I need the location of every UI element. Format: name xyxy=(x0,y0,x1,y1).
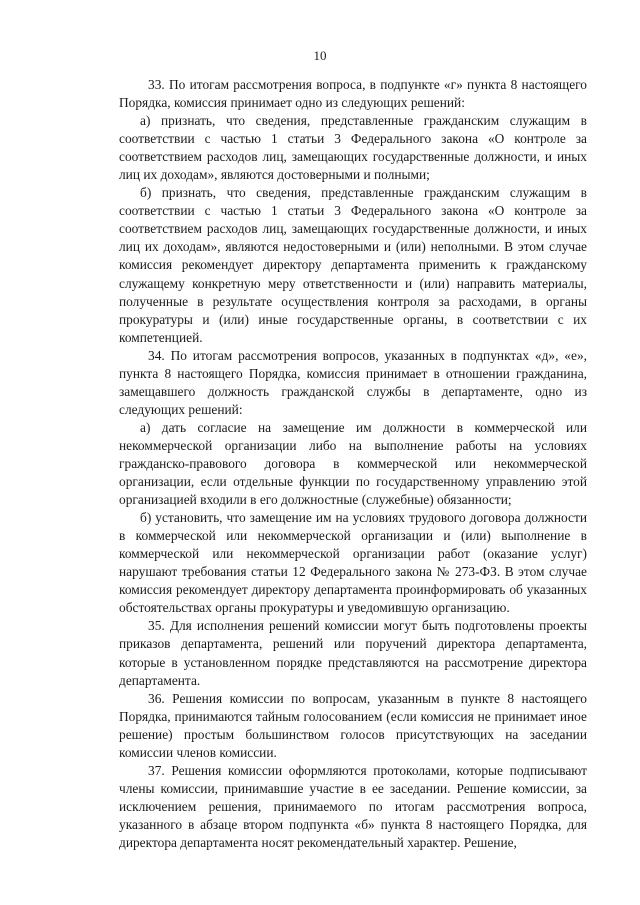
paragraph-36: 36. Решения комиссии по вопросам, указанным в пункте 8 настоящего Порядка, принимаются тайным голосованием (если комиссия не принимает иное решение) простым большинством голосов присутствующих на заседании комиссии членов комиссии. xyxy=(119,690,587,760)
paragraph-33: 33. По итогам рассмотрения вопроса, в подпункте «г» пункта 8 настоящего Порядка, комиссия принимает одно из следующих решений: xyxy=(119,77,587,111)
paragraph-33-b: б) признать, что сведения, представленные гражданским служащим в соответствии с частью 1 статьи 3 Федерального закона «О контроле за соответствием расходов лиц, замещающих государственные должности, и иных лиц их доходам», являются недостоверными и (или) неполными. В этом случае комиссия рекомендует директору департамента применить к гражданскому служащему конкретную меру ответственности и (или) направить материалы, полученные в результате осуществления контроля за расходами, в органы прокуратуры и (или) иные государственные органы, в соответствии с их компетенцией. xyxy=(119,185,587,345)
page-number: 10 xyxy=(313,48,327,63)
paragraph-34-b: б) установить, что замещение им на условиях трудового договора должности в коммерческой или некоммерческой организации и (или) выполнение в коммерческой или некоммерческой организации работ (оказание услуг) нарушают требования статьи 12 Федерального закона № 273-ФЗ. В этом случае комиссия рекомендует директору департамента проинформировать об указанных обстоятельствах органы прокуратуры и уведомившую организацию. xyxy=(119,510,587,616)
paragraph-34: 34. По итогам рассмотрения вопросов, указанных в подпунктах «д», «е», пункта 8 настоящего Порядка, комиссия принимает в отношении гражданина, замещавшего должность гражданской службы в департаменте, одно из следующих решений: xyxy=(119,347,587,417)
paragraph-34-a: а) дать согласие на замещение им должности в коммерческой или некоммерческой организации либо на выполнение работы на условиях гражданско-правового договора в коммерческой или некоммерческой организации, если отдельные функции по государственному управлению этой организацией входили в его должностные (служебные) обязанности; xyxy=(119,419,587,508)
document-body xyxy=(119,76,587,852)
paragraph-37: 37. Решения комиссии оформляются протоколами, которые подписывают члены комиссии, принимавшие участие в ее заседании. Решение комиссии, за исключением решения, принимаемого по итогам рассмотрения вопроса, указанного в абзаце втором подпункта «б» пункта 8 настоящего Порядка, для директора департамента носят рекомендательный характер. Решение, xyxy=(119,762,587,850)
paragraph-35: 35. Для исполнения решений комиссии могут быть подготовлены проекты приказов департамента, решений или поручений директора департамента, которые в установленном порядке представляются на рассмотрение директора департамента. xyxy=(119,618,587,688)
paragraph-33-a: а) признать, что сведения, представленные гражданским служащим в соответствии с частью 1 статьи 3 Федерального закона «О контроле за соответствием расходов лиц, замещающих государственные должности, и иных лиц их доходам», являются достоверными и полными; xyxy=(119,113,587,183)
